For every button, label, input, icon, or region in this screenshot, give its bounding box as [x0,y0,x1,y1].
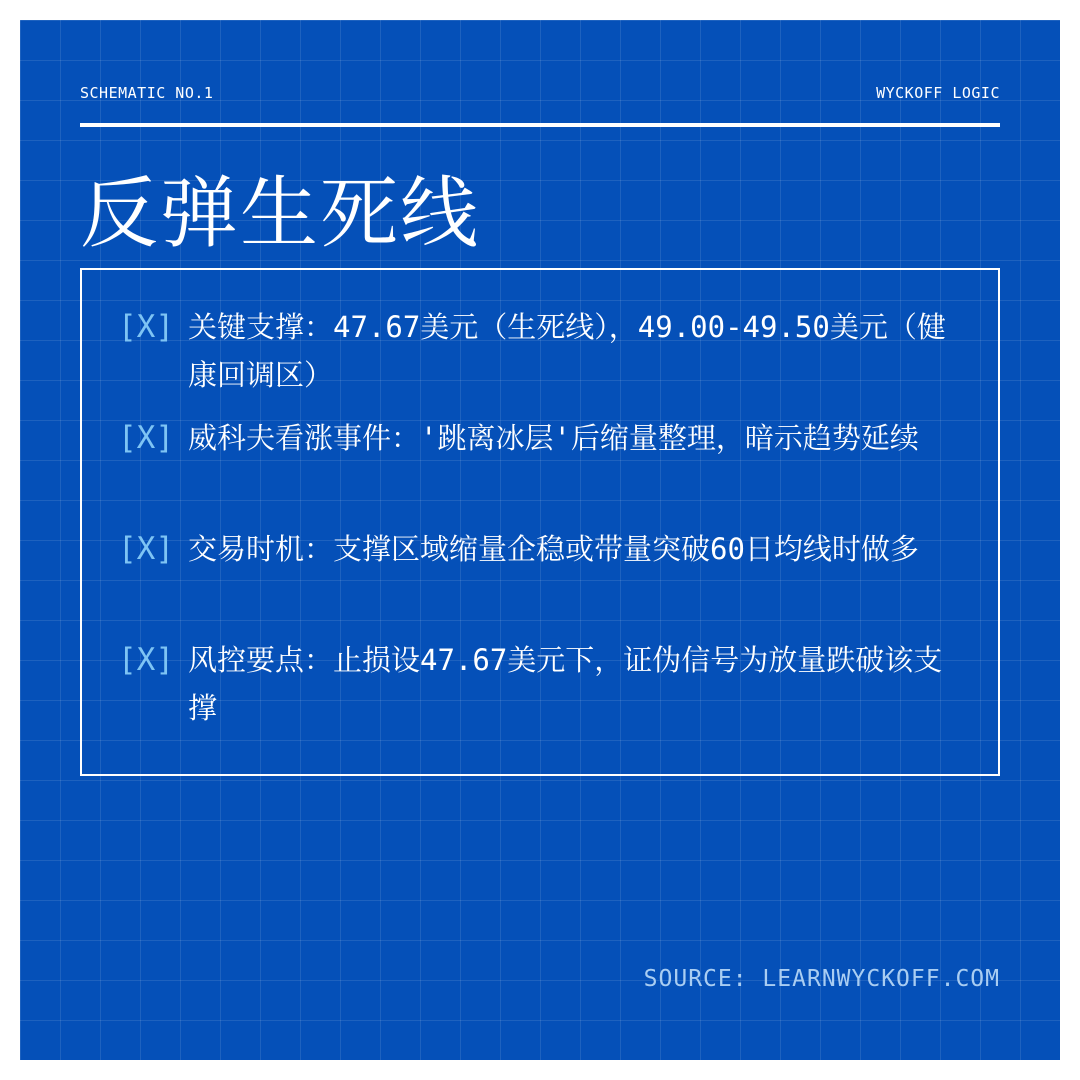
list-item [118,303,968,399]
list-item [118,414,968,462]
brand-label: WYCKOFF LOGIC [876,84,1000,102]
header-divider [80,123,1000,127]
list-item [118,525,968,573]
checkbox-marker: [X] [118,420,174,456]
list-item-text: 风控要点：止损设47.67美元下，证伪信号为放量跌破该支撑 [188,643,943,725]
checkbox-marker: [X] [118,531,174,567]
list-item-text: 威科夫看涨事件：'跳离冰层'后缩量整理，暗示趋势延续 [188,421,919,455]
source-credit: SOURCE: LEARNWYCKOFF.COM [643,966,1000,992]
key-points-panel [80,268,1000,776]
checkbox-marker: [X] [118,309,174,345]
checkbox-marker: [X] [118,642,174,678]
list-item [118,636,968,732]
list-item-text: 关键支撑：47.67美元（生死线），49.00-49.50美元（健康回调区） [188,310,946,392]
list-item-text: 交易时机：支撑区域缩量企稳或带量突破60日均线时做多 [188,532,919,566]
page-title: 反弹生死线 [80,169,481,259]
schematic-label: SCHEMATIC NO.1 [80,84,214,102]
schematic-card [20,20,1060,1060]
